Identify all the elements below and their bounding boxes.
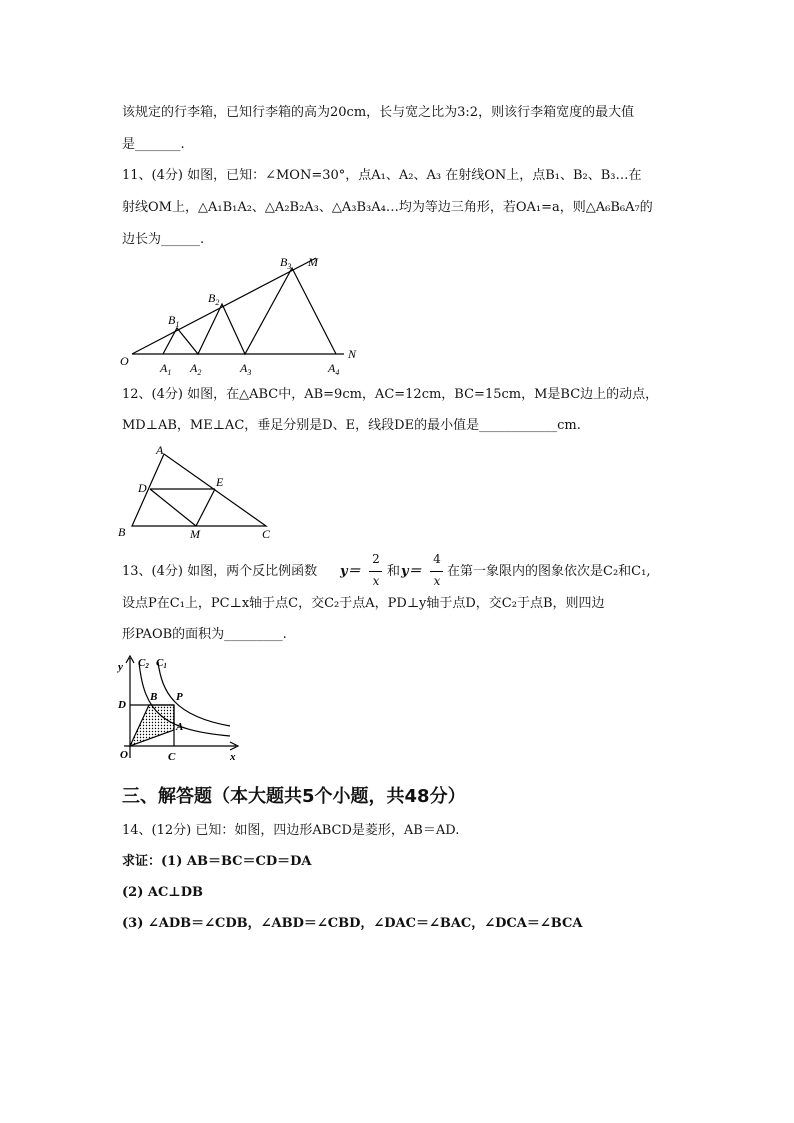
figure-11 (118, 250, 368, 379)
label-A1: $A_1$ (160, 361, 172, 375)
q13-and: 和 (387, 564, 401, 579)
label-C: C (262, 527, 271, 541)
q13-den-2: x (433, 574, 441, 588)
figure-12 (116, 442, 286, 546)
question-11-line-2: 射线OM上，△A₁B₁A₂、△A₂B₂A₃、△A₃B₃A₄…均为等边三角形，若OA₁=a，则△A₆B₆A₇的 (122, 200, 653, 215)
label-x: x (230, 751, 236, 763)
q13-text-post: 在第一象限内的图象依次是C₂和C₁, (447, 564, 651, 579)
label-C1: C1 (156, 657, 167, 670)
label-A4: $A_4$ (328, 361, 340, 375)
label-A2: $A_2$ (190, 361, 202, 375)
question-11-line-3: 边长为______. (122, 232, 205, 247)
q13-func-2: y＝ (401, 564, 422, 579)
label-B1: $B_1$ (168, 313, 180, 329)
q13-func-1: y＝ (340, 564, 361, 579)
label-A: A (156, 443, 164, 457)
label-B2: $B_2$ (208, 291, 220, 307)
label-B: B (118, 525, 126, 539)
label-B3: $B_3$ (280, 255, 292, 271)
question-13-line-2: 设点P在C₁上，PC⊥x轴于点C，交C₂于点A，PD⊥y轴于点D，交C₂于点B，则四边 (122, 596, 605, 611)
label-A3: $A_3$ (240, 361, 252, 375)
question-11-line-1: 11、(4分) 如图，已知：∠MON=30°，点A₁、A₂、A₃ 在射线ON上，点B₁、B₂、B₃…在 (122, 168, 642, 183)
label-E: E (216, 475, 224, 489)
question-12-line-1: 12、(4分) 如图，在△ABC中，AB=9cm，AC=12cm，BC=15cm，M是BC边上的动点， (122, 387, 659, 402)
label-y: y (118, 661, 123, 673)
label-C: C (168, 751, 176, 763)
question-12-line-2: MD⊥AB，ME⊥AC，垂足分别是D、E，线段DE的最小值是____________cm. (122, 418, 581, 433)
q13-num-2: 4 (433, 552, 441, 566)
label-D: D (138, 481, 147, 495)
text-line: 该规定的行李箱，已知行李箱的高为20cm，长与宽之比为3:2，则该行李箱宽度的最大值 (122, 105, 635, 120)
text-line: 是_______. (122, 137, 185, 152)
question-13-line-3: 形PAOB的面积为_________. (122, 627, 287, 642)
question-14-line-4: (3) ∠ADB＝∠CDB，∠ABD＝∠CBD，∠DAC＝∠BAC，∠DCA＝∠BCA (122, 916, 583, 931)
label-B: B (150, 691, 158, 703)
label-M: M (308, 255, 318, 269)
label-O: O (120, 749, 128, 761)
question-14-line-3: (2) AC⊥DB (122, 885, 204, 900)
figure-13 (112, 652, 247, 768)
section-heading: 三、解答题（本大题共5个小题，共48分） (122, 786, 466, 807)
label-O: O (120, 354, 129, 368)
label-N: N (348, 347, 357, 361)
label-M: M (190, 527, 200, 541)
label-D: D (118, 699, 126, 711)
question-14-line-1: 14、(12分) 已知：如图，四边形ABCD是菱形，AB＝AD. (122, 823, 460, 838)
question-14-line-2: 求证：(1) AB＝BC＝CD＝DA (122, 854, 312, 869)
label-C2: C2 (138, 657, 149, 670)
q13-num-1: 2 (372, 552, 380, 566)
q13-text-pre: 13、(4分) 如图，两个反比例函数 (122, 564, 318, 579)
label-A: A (176, 721, 184, 733)
q13-den-1: x (372, 574, 380, 588)
label-P: P (176, 691, 183, 703)
